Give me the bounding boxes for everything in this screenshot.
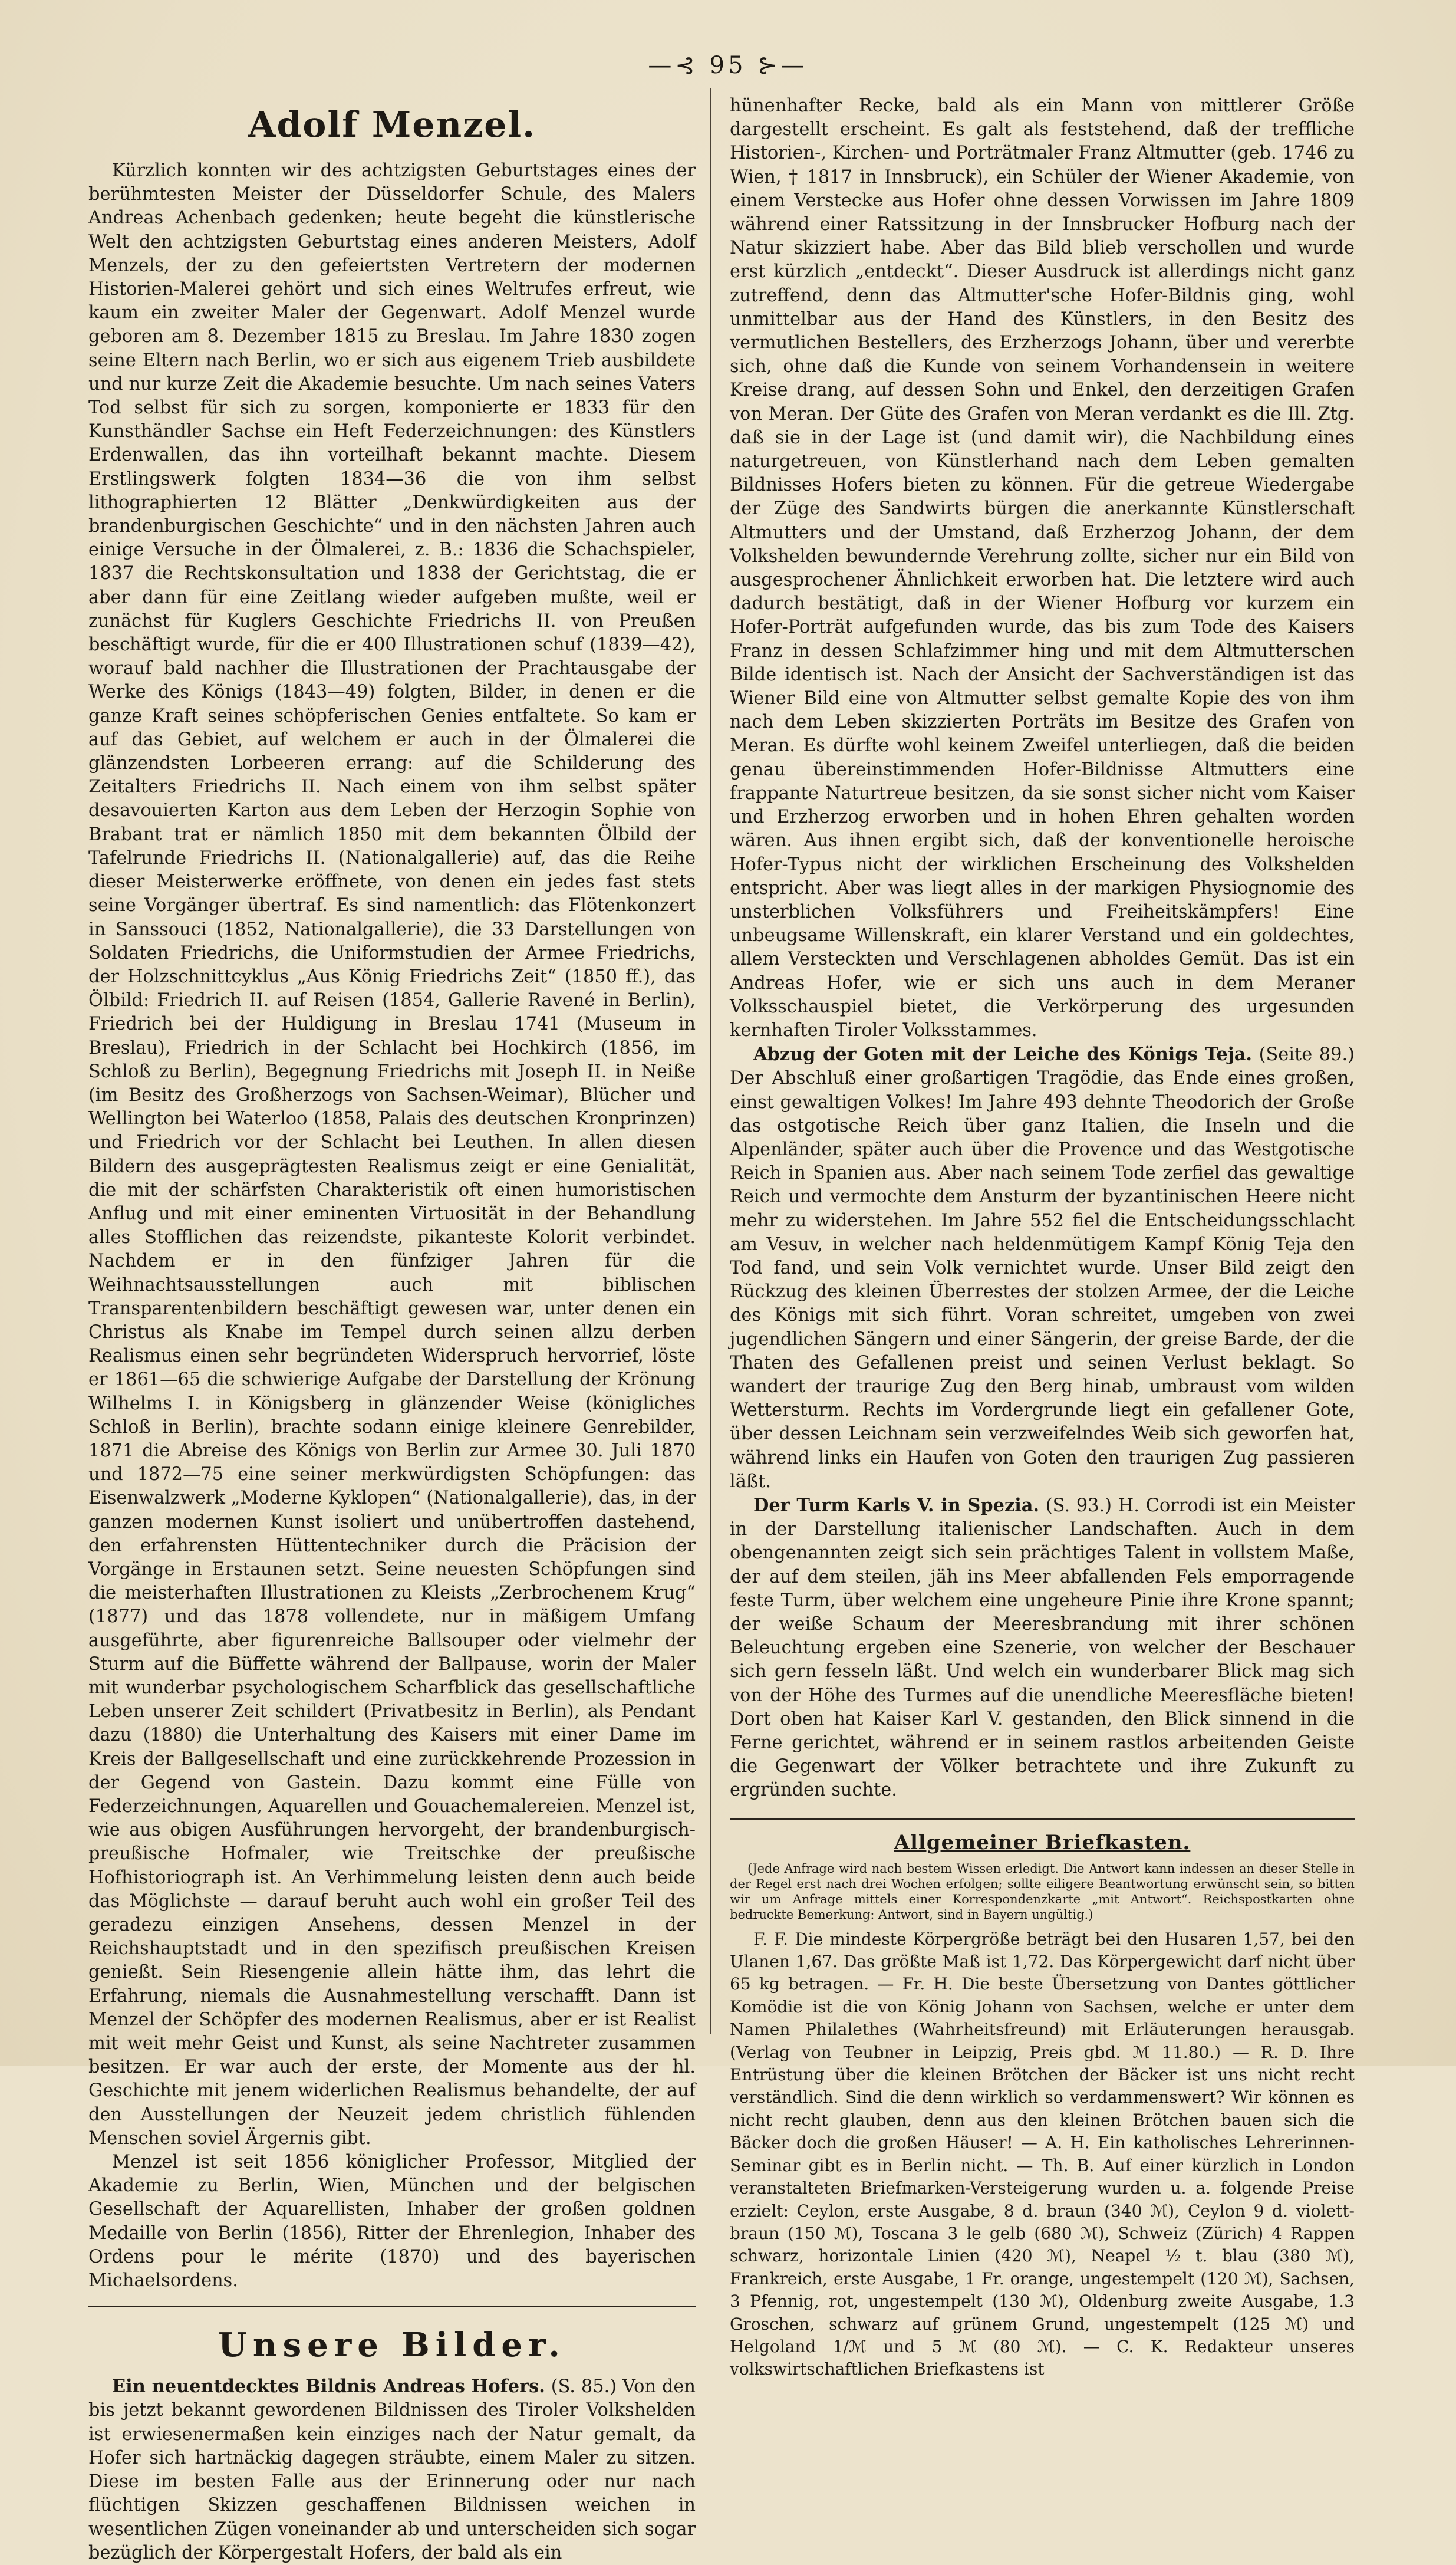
hofer-continuation: hünenhafter Recke, bald als ein Mann von mittlerer Größe dargestellt erscheint. Es galt als feststehend, daß der treffliche Historien-, Kirchen- und Porträtmaler Franz Altmutter (geb. 1746 zu Wien, † 1817 in Innsbruck), ein Schüler der Wiener Akademie, von einem Verstecke aus Hofer ohne dessen Vorwissen im Jahre 1809 während einer Ratssitzung in der Innsbrucker Hofburg nach der Natur skizziert habe. Aber das Bild blieb verschollen und wurde erst kürzlich „entdeckt“. Dieser Ausdruck ist allerdings nicht ganz zutreffend, denn das Altmutter'sche Hofer-Bildnis ging, wohl unmittelbar aus der Hand des Künstlers, in den Besitz des vermutlichen Bestellers, des Erzherzogs Johann, über und vererbte sich, ohne daß die Kunde von seinem Vorhandensein in weitere Kreise drang, auf dessen Sohn und Enkel, den derzeitigen Grafen von Meran. Der Güte des Grafen von Meran verdankt es die Ill. Ztg. daß sie in der Lage ist (und damit wir), die Nachbildung eines naturgetreuen, von Künstlerhand nach dem Leben gemalten Bildnisses Hofers bieten zu können. Für die getreue Wiedergabe der Züge des Sandwirts bürgen die anerkannte Künstlerschaft Altmutters und der Umstand, daß Erzherzog Johann, der dem Volkshelden bewundernde Verehrung zollte, sicher nur ein Bild von ausgesprochener Ähnlichkeit erworben hat. Die letztere wird auch dadurch bestätigt, daß in der Wiener Hofburg vor kurzem ein Hofer-Porträt aufgefunden wurde, das bis zum Tode des Kaisers Franz in dessen Schlafzimmer hing und mit dem Altmutterschen Bilde identisch ist. Nach der Ansicht der Sachverständigen ist das Wiener Bild eine von Altmutter selbst gemalte Kopie des von ihm nach dem Leben skizzierten Porträts im Besitze des Grafen von Meran. Es dürfte wohl keinem Zweifel unterliegen, daß die beiden genau übereinstimmenden Hofer-Bildnisse Altmutters eine frappante Naturtreue besitzen, da sie sonst sicher nicht vom Kaiser und Erzherzog erworben und in hohen Ehren gehalten worden wären. Aus ihnen ergibt sich, daß der konventionelle heroische Hofer-Typus nicht der wirklichen Erscheinung des Volkshelden entspricht. Aber was liegt alles in der markigen Physiognomie des unsterblichen Volksführers und Freiheitskämpfers! Eine unbeugsame Willenskraft, ein klarer Verstand und ein goldechtes, allem Versteckten und Verschlagenen abholdes Gemüt. Das ist ein Andreas Hofer, wie er sich uns auch in dem Meraner Volksschauspiel bietet, die Verkörperung des urgesunden kernhaften Tiroler Volksstammes.	[730, 96, 1355, 1041]
section-rule-right	[730, 1818, 1355, 1820]
turm-article	[730, 1494, 1355, 1803]
column-divider	[710, 88, 711, 2034]
goten-text: (Seite 89.) Der Abschluß einer großartigen Tragödie, das Ende eines großen, einst gewaltigen Volkes! Im Jahre 493 dehnte Theodorich der Große das ostgotische Reich über ganz Italien, die Inseln und die Alpenländer, später auch über die Provence und das Westgotische Reich in Spanien aus. Aber nach seinem Tode zerfiel das gewaltige Reich und vermochte dem Ansturm der byzantinischen Heere nicht mehr zu widerstehen. Im Jahre 552 fiel die Entscheidungsschlacht am Vesuv, in welcher nach heldenmütigem Kampf König Teja den Tod fand, und sein Volk vernichtet wurde. Unser Bild zeigt den Rückzug des kleinen Überrestes der stolzen Armee, der die Leiche des Königs mit sich führt. Voran schreitet, umgeben von zwei jugendlichen Sängern und einer Sängerin, der greise Barde, der die Thaten des Gefallenen preist und seinen Verlust beklagt. So wandert der traurige Zug den Berg hinab, umbraust vom wilden Wettersturm. Rechts im Vordergrunde liegt ein gefallener Gote, über dessen Leichnam sein verzweifelndes Weib sich geworfen hat, während links ein Haufen von Goten den traurigen Zug passieren läßt.	[730, 1044, 1355, 1492]
hofer-text: (S. 85.) Von den bis jetzt bekannt gewordenen Bildnissen des Tiroler Volkshelden ist erwiesenermaßen kein einziges nach der Natur gemalt, da Hofer sich hartnäckig dagegen sträubte, einem Maler zu sitzen. Diese im besten Falle aus der Erinnerung oder nur nach flüchtigen Skizzen geschaffenen Bildnissen weichen in wesentlichen Zügen voneinander ab und unterscheiden sich sogar bezüglich der Körpergestalt Hofers, der bald als ein	[88, 2376, 696, 2563]
goten-article	[730, 1043, 1355, 1494]
briefkasten-note: (Jede Anfrage wird nach bestem Wissen erledigt. Die Antwort kann indessen an dieser Stelle in der Regel erst nach drei Wochen erfolgen; sollte eiligere Beantwortung erwünscht sein, so bitten wir um Anfrage mittels einer Korrespondenzkarte „mit Antwort“. Reichspostkarten ohne bedruckte Bemerkung: Antwort, sind in Bayern ungültig.)	[730, 1861, 1355, 1922]
goten-heading: Abzug der Goten mit der Leiche des Königs Teja.	[753, 1044, 1252, 1066]
menzel-paragraph-1: Kürzlich konnten wir des achtzigsten Geburtstages eines der berühmtesten Meister der Düsseldorfer Schule, des Malers Andreas Achenbach gedenken; heute begeht die künstlerische Welt den achtzigsten Geburtstag eines anderen Meisters, Adolf Menzels, der zu den gefeiertsten Vertretern der modernen Historien-Malerei gehört und sich eines Weltrufes erfreut, wie kaum ein zweiter Maler der Gegenwart. Adolf Menzel wurde geboren am 8. Dezember 1815 zu Breslau. Im Jahre 1830 zogen seine Eltern nach Berlin, wo er sich aus eigenem Trieb ausbildete und nur kurze Zeit die Akademie besuchte. Um nach seines Vaters Tod selbst für sich zu sorgen, komponierte er 1833 für den Kunsthändler Sachse ein Heft Federzeichnungen: des Künstlers Erdenwallen, das ihn vorteilhaft bekannt machte. Diesem Erstlingswerk folgten 1834—36 die von ihm selbst lithographierten 12 Blätter „Denkwürdigkeiten aus der brandenburgischen Geschichte“ und in den nächsten Jahren auch einige Versuche in der Ölmalerei, z. B.: 1836 die Schachspieler, 1837 die Rechtskonsultation und 1838 der Gerichtstag, die er aber dann für eine Zeitlang wieder aufgeben mußte, weil er zunächst für Kuglers Geschichte Friedrichs II. von Preußen beschäftigt wurde, für die er 400 Illustrationen schuf (1839—42), worauf bald nachher die Illustrationen der Prachtausgabe der Werke des Königs (1843—49) folgten, Bilder, in denen er die ganze Kraft seines schöpferischen Genies entfaltete. So kam er auf das Gebiet, auf welchem er auch in der Ölmalerei die glänzendsten Lorbeeren errang: auf die Schilderung des Zeitalters Friedrichs II. Nach einem von ihm selbst später desavouierten Karton aus dem Leben der Herzogin Sophie von Brabant trat er nämlich 1850 mit dem bekannten Ölbild der Tafelrunde Friedrichs II. (Nationalgallerie) auf, das die Reihe dieser Meisterwerke eröffnete, von denen ein jedes fast stets seine Vorgänger übertraf. Es sind namentlich: das Flötenkonzert in Sanssouci (1852, Nationalgallerie), die 33 Darstellungen von Soldaten Friedrichs, die Uniformstudien der Armee Friedrichs, der Holzschnittcyklus „Aus König Friedrichs Zeit“ (1850 ff.), das Ölbild: Friedrich II. auf Reisen (1854, Gallerie Ravené in Berlin), Friedrich bei der Huldigung in Breslau 1741 (Museum in Breslau), Friedrich in der Schlacht bei Hochkirch (1856, im Schloß zu Berlin), Begegnung Friedrichs mit Joseph II. in Neiße (im Besitz des Großherzogs von Sachsen-Weimar), Blücher und Wellington bei Waterloo (1858, Palais des deutschen Kronprinzen) und Friedrich vor der Schlacht bei Leuthen. In allen diesen Bildern des ausgeprägtesten Realismus zeigt er eine Genialität, die mit der schärfsten Charakteristik oft einen humoristischen Anflug und mit einer eminenten Virtuosität in der Behandlung alles Stofflichen das reizendste, pikanteste Kolorit verbindet. Nachdem er in den fünfziger Jahren für die Weihnachtsausstellungen auch mit biblischen Transparentenbildern beschäftigt gewesen war, unter denen ein Christus als Knabe im Tempel durch seinen allzu derben Realismus einen sehr begründeten Widerspruch hervorrief, löste er 1861—65 die schwierige Aufgabe der Darstellung der Krönung Wilhelms I. in Königsberg in glänzender Weise (königliches Schloß in Berlin), brachte sodann einige kleinere Genrebilder, 1871 die Abreise des Königs von Berlin zur Armee 30. Juli 1870 und 1872—75 eine seiner merkwürdigsten Schöpfungen: das Eisenwalzwerk „Moderne Kyklopen“ (Nationalgallerie), das, in der ganzen modernen Kunst isoliert und unübertroffen dastehend, den erfahrensten Hüttentechniker durch die Präcision der Vorgänge in Erstaunen setzt. Seine neuesten Schöpfungen sind die meisterhaften Illustrationen zu Kleists „Zerbrochenem Krug“ (1877) und das 1878 vollendete, nur in mäßigem Umfang ausgeführte, aber figurenreiche Ballsouper oder vielmehr der Sturm auf die Büffette während der Ballpause, worin der Maler mit wunderbar psychologischem Scharfblick das gesellschaftliche Leben unserer Zeit schildert (Privatbesitz in Berlin), als Pendant dazu (1880) die Unterhaltung des Kaisers mit einer Dame im Kreis der Ballgesellschaft und eine zurückkehrende Prozession in der Gegend von Gastein. Dazu kommt eine Fülle von Federzeichnungen, Aquarellen und Gouachemalereien. Menzel ist, wie aus obigen Ausführungen hervorgeht, der brandenburgisch-preußische Hofmaler, wie Treitschke der preußische Hofhistoriograph ist. An Verhimmelung leisten denn auch beide das Möglichste — darauf beruht auch wohl ein großer Teil des geradezu einzigen Ansehens, dessen Menzel in der Reichshauptstadt und in den spezifisch preußischen Kreisen genießt. Sein Riesengenie allein hätte ihm, das lehrt die Erfahrung, niemals die Ausnahmestellung verschafft. Dann ist Menzel der Schöpfer des modernen Realismus, aber er ist Realist mit weit mehr Geist und Kunst, als seine Nachtreter zusammen besitzen. Er war auch der erste, der Momente aus der hl. Geschichte mit jenem widerlichen Realismus behandelte, der auf den Ausstellungen der Neuzeit jedem christlich fühlenden Menschen soviel Ärgernis gibt.	[88, 160, 696, 2149]
hofer-heading: Ein neuentdecktes Bildnis Andreas Hofers.	[112, 2376, 545, 2398]
right-column	[730, 94, 1355, 2381]
unsere-bilder-title: Unsere Bilder.	[218, 2326, 566, 2365]
left-column	[88, 88, 696, 2565]
turm-text: (S. 93.) H. Corrodi ist ein Meister in der Darstellung italienischer Landschaften. Auch in dem obengenannten zeigt sich sein prächtiges Talent in vollstem Maße, der auf dem steilen, jäh ins Meer abfallenden Fels emporragende feste Turm, über welchem eine ungeheure Pinie ihre Krone spannt; der weiße Schaum der Meeresbrandung mit ihrer schönen Beleuchtung ergeben eine Szenerie, von welcher der Beschauer sich gern fesseln läßt. Und welch ein wunderbarer Blick mag sich von der Höhe des Turmes auf die unendliche Meeresfläche bieten! Dort oben hat Kaiser Karl V. gestanden, den Blick sinnend in die Ferne gerichtet, während er in seinem rastlos arbeitenden Geiste die Gegenwart der Völker betrachtete und ihre Zukunft zu ergründen suchte.	[730, 1495, 1355, 1801]
hofer-article	[88, 2375, 696, 2565]
menzel-paragraph-2: Menzel ist seit 1856 königlicher Professor, Mitglied der Akademie zu Berlin, Wien, München und der belgischen Gesellschaft der Aquarellisten, Inhaber der großen goldnen Medaille von Berlin (1856), Ritter der Ehrenlegion, Inhaber des Ordens pour le mérite (1870) und des bayerischen Michaelsordens.	[88, 2152, 696, 2291]
briefkasten-title: Allgemeiner Briefkasten.	[894, 1830, 1191, 1854]
section-rule	[88, 2306, 696, 2307]
page-number: —⊰ 95 ⊱—	[648, 52, 808, 79]
briefkasten-text: F. F. Die mindeste Körpergröße beträgt bei den Husaren 1,57, bei den Ulanen 1,67. Das größte Maß ist 1,72. Das Körpergewicht darf nicht über 65 kg betragen. — Fr. H. Die beste Übersetzung von Dantes göttlicher Komödie ist die von König Johann von Sachsen, welche er unter dem Namen Philalethes (Wahrheitsfreund) mit Erläuterungen herausgab. (Verlag von Teubner in Leipzig, Preis gbd. ℳ 11.80.) — R. D. Ihre Entrüstung über die kleinen Brötchen der Bäcker ist uns nicht recht verständlich. Sind die denn wirklich so verdammenswert? Wir können es nicht recht glauben, denn aus den kleinen Brötchen bauen sich die Bäcker doch die großen Häuser! — A. H. Ein katholisches Lehrerinnen-Seminar gibt es in Berlin nicht. — Th. B. Auf einer kürzlich in London veranstalteten Briefmarken-Versteigerung wurden u. a. folgende Preise erzielt: Ceylon, erste Ausgabe, 8 d. braun (340 ℳ), Ceylon 9 d. violett-braun (150 ℳ), Toscana 3 le gelb (680 ℳ), Schweiz (Zürich) 4 Rappen schwarz, horizontale Linien (420 ℳ), Neapel ½ t. blau (380 ℳ), Frankreich, erste Ausgabe, 1 Fr. orange, ungestempelt (120 ℳ), Sachsen, 3 Pfennig, rot, ungestempelt (130 ℳ), Oldenburg zweite Ausgabe, 1.3 Groschen, schwarz auf grünem Grund, ungestempelt (125 ℳ) und Helgoland 1/ℳ und 5 ℳ (80 ℳ). — C. K. Redakteur unseres volkswirtschaftlichen Briefkastens ist	[730, 1929, 1355, 2379]
menzel-title: Adolf Menzel.	[248, 104, 536, 146]
turm-heading: Der Turm Karls V. in Spezia.	[753, 1494, 1040, 1516]
